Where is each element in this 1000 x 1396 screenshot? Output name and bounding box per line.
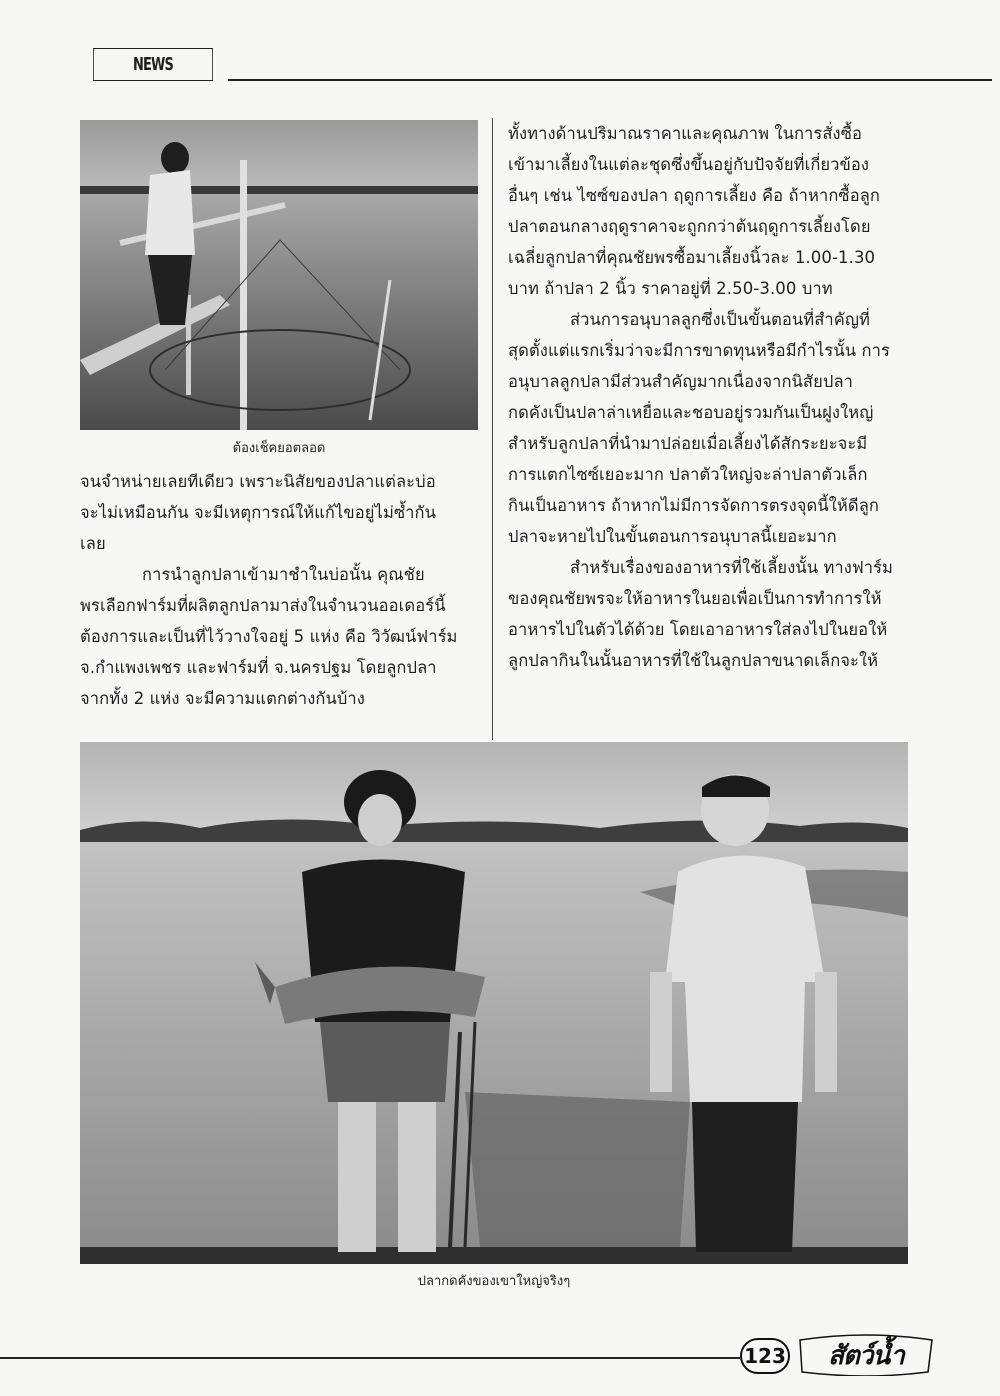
right-line-14: ปลาจะหายไปในขั้นตอนการอนุบาลนี้เยอะมาก: [508, 527, 837, 546]
left-line-3: เลย: [80, 534, 106, 553]
right-line-1: ทั้งทางด้านปริมาณราคาและคุณภาพ ในการสั่งซื้อ: [508, 124, 863, 143]
section-label-box: [93, 48, 213, 81]
left-line-6: ต้องการและเป็นที่ไว้วางใจอยู่ 5 แห่ง คือ วิวัฒน์ฟาร์ม: [80, 627, 458, 646]
right-line-15: สำหรับเรื่องของอาหารที่ใช้เลี้ยงนั้น ทางฟาร์ม: [570, 558, 894, 577]
left-line-1: จนจำหน่ายเลยทีเดียว เพราะนิสัยของปลาแต่ละบ่อ: [80, 472, 436, 491]
section-label: NEWS: [132, 54, 174, 75]
right-line-17: อาหารไปในตัวได้ด้วย โดยเอาอาหารใส่ลงไปในยอให้: [508, 620, 888, 639]
right-line-16: ของคุณชัยพรจะให้อาหารในยอเพื่อเป็นการทำการให้: [508, 589, 882, 608]
left-line-7: จ.กำแพงเพชร และฟาร์มที่ จ.นครปฐม โดยลูกปลา: [80, 658, 437, 677]
right-line-10: กดคังเป็นปลาล่าเหยื่อและชอบอยู่รวมกันเป็นฝูงใหญ่: [508, 403, 874, 422]
page-number-text: 123: [744, 1344, 786, 1368]
right-line-7: ส่วนการอนุบาลลูกซึ่งเป็นขั้นตอนที่สำคัญที่: [570, 310, 870, 329]
right-line-8: สุดตั้งแต่แรกเริ่มว่าจะมีการขาดทุนหรือมีกำไรนั้น การ: [508, 341, 890, 360]
right-line-9: อนุบาลลูกปลามีส่วนสำคัญมากเนื่องจากนิสัยปลา: [508, 372, 854, 391]
right-line-11: สำหรับลูกปลาที่นำมาปล่อยเมื่อเลี้ยงได้สักระยะจะมี: [508, 434, 868, 453]
right-text-column: [508, 118, 912, 676]
right-line-12: การแตกไซซ์เยอะมาก ปลาตัวใหญ่จะล่าปลาตัวเล็ก: [508, 465, 868, 484]
column-divider: [492, 118, 493, 740]
photo-men-with-catfish-image: [80, 742, 908, 1264]
right-line-13: กินเป็นอาหาร ถ้าหากไม่มีการจัดการตรงจุดนี้ให้ดีลูก: [508, 496, 879, 515]
photo-men-with-catfish-caption: ปลากดคังของเขาใหญ่จริงๆ: [417, 1274, 571, 1289]
right-line-18: ลูกปลากินในนั้นอาหารที่ใช้ในลูกปลาขนาดเล็กจะให้: [508, 651, 879, 670]
left-line-5: พรเลือกฟาร์มที่ผลิตลูกปลามาส่งในจำนวนออเดอร์นี้: [80, 596, 446, 615]
right-line-4: ปลาตอนกลางฤดูราคาจะถูกกว่าต้นฤดูการเลี้ยงโดย: [508, 217, 871, 236]
header-rule: [228, 79, 992, 81]
magazine-logo: [796, 1334, 936, 1376]
left-text-column: [80, 466, 484, 714]
right-line-5: เฉลี่ยลูกปลาที่คุณชัยพรซื้อมาเลี้ยงนิ้วละ 1.00-1.30: [508, 248, 876, 267]
right-line-2: เข้ามาเลี้ยงในแต่ละชุดซึ่งขึ้นอยู่กับปัจจัยที่เกี่ยวข้อง: [508, 155, 870, 174]
magazine-logo-text: สัตว์น้ำ: [828, 1340, 904, 1371]
left-line-2: จะไม่เหมือนกัน จะมีเหตุการณ์ให้แก้ไขอยู่ไม่ซ้ำกัน: [80, 503, 436, 522]
left-line-8: จากทั้ง 2 แห่ง จะมีความแตกต่างกันบ้าง: [80, 689, 365, 708]
photo-checking-net-image: [80, 120, 478, 430]
page-number: [740, 1338, 790, 1374]
right-line-3: อื่นๆ เช่น ไซซ์ของปลา ฤดูการเลี้ยง คือ ถ้าหากซื้อลูก: [508, 186, 881, 205]
photo-men-with-catfish: [80, 742, 908, 1264]
right-line-6: บาท ถ้าปลา 2 นิ้ว ราคาอยู่ที่ 2.50-3.00 บาท: [508, 279, 833, 298]
left-line-4: การนำลูกปลาเข้ามาชำในบ่อนั้น คุณชัย: [142, 565, 425, 584]
photo-checking-net: [80, 120, 478, 430]
footer-rule: [0, 1357, 740, 1359]
photo-checking-net-caption: ต้องเช็คยอตลอด: [232, 441, 326, 456]
